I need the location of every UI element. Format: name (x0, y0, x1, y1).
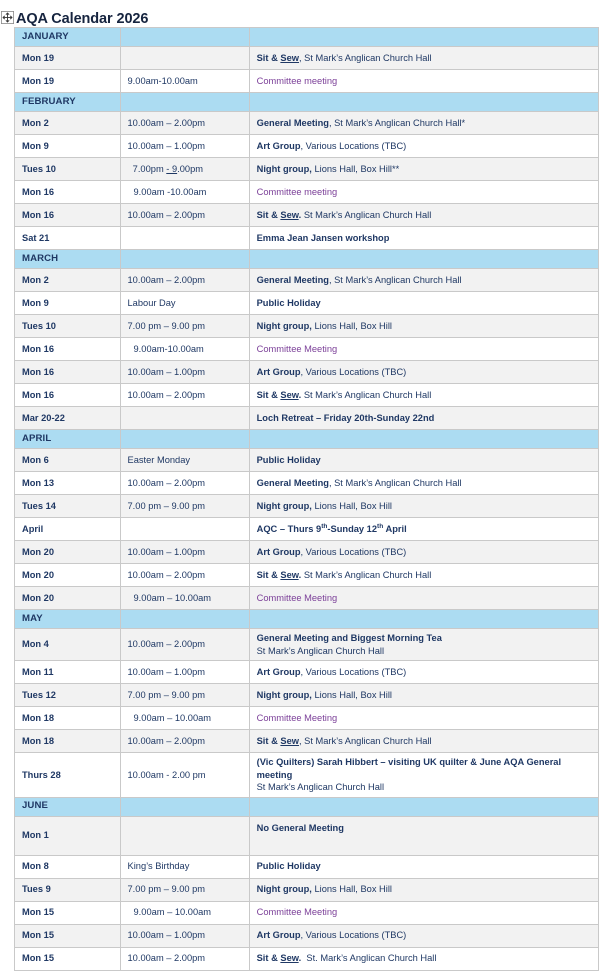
month-header-spacer-event (249, 610, 598, 629)
event-time: 10.00am – 2.00pm (120, 269, 249, 292)
event-time: 9.00am-10.00am (120, 70, 249, 93)
event-description: Emma Jean Jansen workshop (249, 227, 598, 250)
event-time: 9.00am – 10.00am (120, 587, 249, 610)
table-row (15, 947, 599, 970)
table-row (15, 338, 599, 361)
event-date: Mon 19 (15, 70, 121, 93)
table-row (15, 753, 599, 798)
event-time (120, 407, 249, 430)
event-description: General Meeting, St Mark’s Anglican Church Hall (249, 472, 598, 495)
event-date: Mon 19 (15, 47, 121, 70)
table-row (15, 816, 599, 855)
month-header-spacer-time (120, 93, 249, 112)
event-date: Thurs 28 (15, 753, 121, 798)
event-description: Night group, Lions Hall, Box Hill (249, 684, 598, 707)
event-date: Tues 10 (15, 158, 121, 181)
event-description: Committee Meeting (249, 587, 598, 610)
event-description: Committee Meeting (249, 707, 598, 730)
month-name: FEBRUARY (15, 93, 121, 112)
event-time: 9.00am -10.00am (120, 181, 249, 204)
event-date: Mon 8 (15, 855, 121, 878)
event-time: 7.00 pm – 9.00 pm (120, 315, 249, 338)
event-time: 10.00am - 2.00 pm (120, 753, 249, 798)
table-row (15, 315, 599, 338)
event-date: Mon 9 (15, 292, 121, 315)
event-time: 10.00am – 2.00pm (120, 472, 249, 495)
table-row (15, 47, 599, 70)
event-time: 10.00am – 2.00pm (120, 384, 249, 407)
event-date: Mon 11 (15, 661, 121, 684)
event-time (120, 518, 249, 541)
event-date: Tues 12 (15, 684, 121, 707)
month-header-spacer-time (120, 610, 249, 629)
month-header-spacer-event (249, 250, 598, 269)
event-description: General Meeting, St Mark’s Anglican Church Hall (249, 269, 598, 292)
event-description: General Meeting, St Mark’s Anglican Church Hall* (249, 112, 598, 135)
event-description: Sit & Sew. St Mark’s Anglican Church Hall (249, 384, 598, 407)
page-title: AQA Calendar 2026 (16, 11, 149, 27)
event-date: Mon 6 (15, 449, 121, 472)
table-row (15, 878, 599, 901)
table-row (15, 361, 599, 384)
event-description: Art Group, Various Locations (TBC) (249, 361, 598, 384)
event-time: 10.00am – 2.00pm (120, 629, 249, 661)
event-date: Mon 16 (15, 181, 121, 204)
event-date: Mon 16 (15, 361, 121, 384)
month-header-spacer-time (120, 430, 249, 449)
event-time: Easter Monday (120, 449, 249, 472)
event-time: 9.00am – 10.00am (120, 707, 249, 730)
event-date: Mon 1 (15, 816, 121, 855)
event-description: Public Holiday (249, 855, 598, 878)
event-description: Night group, Lions Hall, Box Hill** (249, 158, 598, 181)
event-date: Mon 16 (15, 338, 121, 361)
table-row (15, 70, 599, 93)
table-row (15, 181, 599, 204)
event-description: Committee meeting (249, 181, 598, 204)
month-name: JUNE (15, 797, 121, 816)
event-date: Mon 20 (15, 587, 121, 610)
event-time: 10.00am – 1.00pm (120, 135, 249, 158)
month-header-spacer-event (249, 797, 598, 816)
document-title-row (0, 0, 600, 27)
event-date: Mon 9 (15, 135, 121, 158)
event-description: General Meeting and Biggest Morning Tea St Mark’s Anglican Church Hall (249, 629, 598, 661)
event-date: April (15, 518, 121, 541)
month-name: JANUARY (15, 28, 121, 47)
event-time: 7.00pm - 9.00pm (120, 158, 249, 181)
event-time (120, 227, 249, 250)
table-row (15, 587, 599, 610)
table-row (15, 449, 599, 472)
table-row (15, 384, 599, 407)
event-description: Public Holiday (249, 292, 598, 315)
month-header-row (15, 93, 599, 112)
table-row (15, 901, 599, 924)
table-row (15, 924, 599, 947)
table-row (15, 707, 599, 730)
event-time: 10.00am – 1.00pm (120, 924, 249, 947)
event-time: 10.00am – 2.00pm (120, 204, 249, 227)
event-description: Art Group, Various Locations (TBC) (249, 541, 598, 564)
event-time: 7.00 pm – 9.00 pm (120, 878, 249, 901)
month-header-row (15, 610, 599, 629)
month-header-spacer-time (120, 797, 249, 816)
event-description: Sit & Sew, St Mark’s Anglican Church Hall (249, 730, 598, 753)
event-description: Art Group, Various Locations (TBC) (249, 661, 598, 684)
event-time: 10.00am – 1.00pm (120, 541, 249, 564)
event-description: Sit & Sew. St. Mark’s Anglican Church Hall (249, 947, 598, 970)
event-description: Committee Meeting (249, 901, 598, 924)
table-row (15, 518, 599, 541)
month-header-row (15, 797, 599, 816)
calendar-table-body (15, 28, 599, 971)
event-date: Tues 9 (15, 878, 121, 901)
event-date: Mon 20 (15, 564, 121, 587)
table-row (15, 730, 599, 753)
calendar-table (14, 27, 599, 971)
event-date: Mon 15 (15, 947, 121, 970)
table-row (15, 227, 599, 250)
table-row (15, 158, 599, 181)
event-time: King’s Birthday (120, 855, 249, 878)
event-description: Loch Retreat – Friday 20th-Sunday 22nd (249, 407, 598, 430)
event-description: Sit & Sew. St Mark’s Anglican Church Hall (249, 204, 598, 227)
month-header-spacer-time (120, 250, 249, 269)
table-row (15, 135, 599, 158)
event-date: Mon 18 (15, 707, 121, 730)
table-row (15, 541, 599, 564)
event-date: Tues 14 (15, 495, 121, 518)
event-time (120, 47, 249, 70)
month-name: APRIL (15, 430, 121, 449)
table-row (15, 269, 599, 292)
event-time: 10.00am – 1.00pm (120, 661, 249, 684)
table-row (15, 292, 599, 315)
event-description: Sit & Sew, St Mark’s Anglican Church Hall (249, 47, 598, 70)
table-row (15, 495, 599, 518)
event-time: 10.00am – 2.00pm (120, 730, 249, 753)
month-header-spacer-event (249, 93, 598, 112)
event-time (120, 816, 249, 855)
table-row (15, 204, 599, 227)
event-description: Public Holiday (249, 449, 598, 472)
month-header-spacer-time (120, 28, 249, 47)
month-header-spacer-event (249, 28, 598, 47)
month-header-row (15, 28, 599, 47)
table-row (15, 112, 599, 135)
table-row (15, 407, 599, 430)
month-header-row (15, 250, 599, 269)
event-date: Mon 15 (15, 924, 121, 947)
event-date: Tues 10 (15, 315, 121, 338)
event-description: Night group, Lions Hall, Box Hill (249, 315, 598, 338)
event-time: 7.00 pm – 9.00 pm (120, 495, 249, 518)
event-time: 10.00am – 2.00pm (120, 947, 249, 970)
event-time: 9.00am – 10.00am (120, 901, 249, 924)
event-description: Night group, Lions Hall, Box Hill (249, 495, 598, 518)
event-date: Sat 21 (15, 227, 121, 250)
event-date: Mon 2 (15, 112, 121, 135)
event-time: 9.00am-10.00am (120, 338, 249, 361)
event-description: Art Group, Various Locations (TBC) (249, 924, 598, 947)
event-date: Mon 16 (15, 384, 121, 407)
event-date: Mon 16 (15, 204, 121, 227)
event-description: Committee Meeting (249, 338, 598, 361)
event-date: Mon 2 (15, 269, 121, 292)
event-time: 10.00am – 1.00pm (120, 361, 249, 384)
event-date: Mon 4 (15, 629, 121, 661)
month-name: MAY (15, 610, 121, 629)
event-description: Committee meeting (249, 70, 598, 93)
event-description: AQC – Thurs 9th-Sunday 12th April (249, 518, 598, 541)
event-time: Labour Day (120, 292, 249, 315)
event-description: Art Group, Various Locations (TBC) (249, 135, 598, 158)
event-description: Night group, Lions Hall, Box Hill (249, 878, 598, 901)
table-row (15, 855, 599, 878)
table-row (15, 564, 599, 587)
event-time: 10.00am – 2.00pm (120, 112, 249, 135)
event-time: 7.00 pm – 9.00 pm (120, 684, 249, 707)
event-description: (Vic Quilters) Sarah Hibbert – visiting UK quilter & June AQA General meeting St Mark’s Anglican Church Hall (249, 753, 598, 798)
event-date: Mon 15 (15, 901, 121, 924)
event-description: No General Meeting (249, 816, 598, 855)
month-header-row (15, 430, 599, 449)
event-date: Mar 20-22 (15, 407, 121, 430)
event-time: 10.00am – 2.00pm (120, 564, 249, 587)
table-row (15, 629, 599, 661)
month-name: MARCH (15, 250, 121, 269)
event-date: Mon 13 (15, 472, 121, 495)
event-date: Mon 18 (15, 730, 121, 753)
table-row (15, 472, 599, 495)
table-row (15, 684, 599, 707)
table-row (15, 661, 599, 684)
month-header-spacer-event (249, 430, 598, 449)
event-description: Sit & Sew. St Mark’s Anglican Church Hall (249, 564, 598, 587)
move-cross-icon[interactable] (1, 11, 14, 24)
event-date: Mon 20 (15, 541, 121, 564)
